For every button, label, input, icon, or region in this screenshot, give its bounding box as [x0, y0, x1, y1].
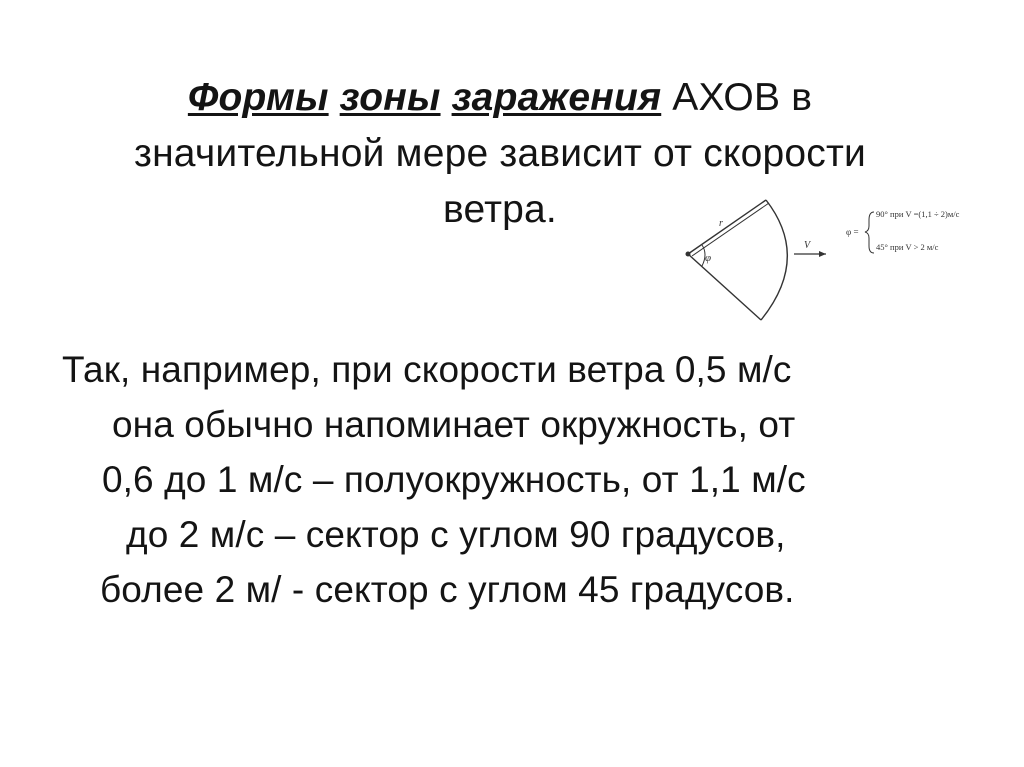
angle-label: φ: [705, 252, 712, 264]
source-point: [686, 252, 691, 257]
body-line-1: Так, например, при скорости ветра 0,5 м/с: [62, 349, 792, 390]
heading-emphasis-word-3: заражения: [451, 76, 662, 119]
body-line-2: она обычно напоминает окружность, от: [112, 404, 796, 445]
body-line-5: более 2 м/ - сектор с углом 45 градусов.: [100, 569, 795, 610]
heading-line-2: значительной мере зависит от скорости: [133, 132, 867, 175]
radius-label: r: [719, 218, 723, 229]
heading-line-1-rest: АХОВ в: [672, 76, 813, 119]
body-paragraph: [62, 342, 982, 617]
formula-case-2: 45° при V > 2 м/с: [876, 242, 939, 252]
body-line-3: 0,6 до 1 м/с – полуокружность, от 1,1 м/с: [102, 459, 806, 500]
heading-emphasis-word-2: зоны: [339, 76, 441, 119]
sector-radius-lower: [688, 254, 761, 320]
formula-lhs: φ =: [846, 227, 859, 237]
body-line-4: до 2 м/с – сектор с углом 90 градусов,: [126, 514, 786, 555]
heading-emphasis-word-1: Формы: [187, 76, 329, 119]
sector-radius-upper: [688, 200, 766, 254]
heading-line-1: [60, 70, 940, 126]
contamination-sector-diagram: [676, 188, 1016, 334]
formula-case-1: 90° при V =(1,1 ÷ 2)м/с: [876, 209, 960, 219]
sector-arc: [761, 200, 787, 320]
formula-brace: [865, 212, 874, 253]
wind-arrow-head: [819, 251, 826, 257]
wind-label: V: [804, 240, 811, 251]
heading-line-3: ветра.: [443, 188, 557, 231]
